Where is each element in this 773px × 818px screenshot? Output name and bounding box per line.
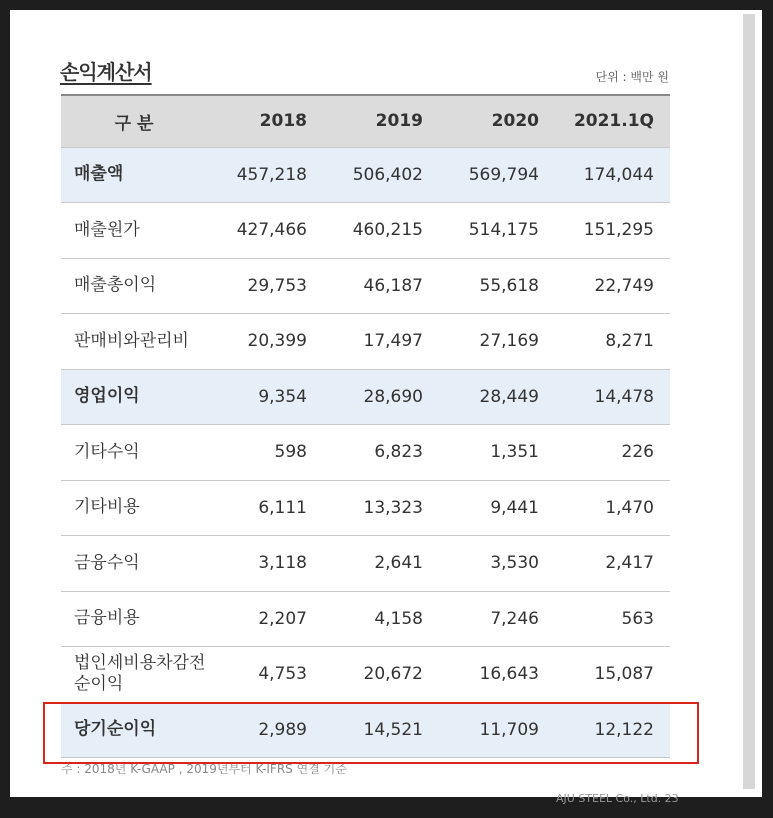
row-value: 17,497 (363, 331, 423, 352)
row-label: 금융비용 (74, 608, 140, 629)
row-value: 563 (621, 608, 654, 629)
row-value: 12,122 (594, 719, 654, 740)
header-2018: 2018 (207, 95, 323, 147)
row-value: 4,158 (374, 608, 423, 629)
row-value: 460,215 (352, 220, 423, 241)
row-value: 6,823 (374, 442, 423, 463)
row-label: 기타수익 (74, 441, 140, 462)
header-2020: 2020 (439, 95, 555, 147)
row-value: 226 (621, 442, 654, 463)
unit-label: 단위 : 백만 원 (595, 70, 669, 84)
row-value: 506,402 (352, 164, 423, 185)
row-value: 20,399 (247, 331, 307, 352)
row-value: 8,271 (605, 331, 654, 352)
row-label: 기타비용 (74, 497, 140, 518)
row-label: 당기순이익 (74, 719, 157, 740)
table-row (61, 203, 670, 259)
row-value: 11,709 (479, 719, 539, 740)
row-value: 514,175 (468, 220, 539, 241)
row-value: 28,449 (479, 386, 539, 407)
row-value: 13,323 (363, 497, 423, 518)
row-value: 3,530 (490, 553, 539, 574)
row-value: 14,478 (594, 386, 654, 407)
page-edge-bar (743, 14, 755, 789)
row-value: 3,118 (258, 553, 307, 574)
row-label: 영업이익 (74, 386, 140, 407)
row-label: 매출총이익 (74, 275, 157, 296)
row-value: 16,643 (479, 664, 539, 685)
page-title: 손익계산서 (60, 60, 152, 84)
row-label: 금융수익 (74, 552, 140, 573)
page-footer-brand: AJU STEEL Co., Ltd. 23 (556, 792, 679, 805)
row-value: 151,295 (583, 220, 654, 241)
row-value: 2,417 (605, 553, 654, 574)
row-value: 7,246 (490, 608, 539, 629)
row-value: 1,351 (490, 442, 539, 463)
table-row (61, 647, 670, 703)
row-value: 46,187 (363, 275, 423, 296)
row-value: 598 (274, 442, 307, 463)
header-2021-1q: 2021.1Q (555, 95, 670, 147)
row-value: 22,749 (594, 275, 654, 296)
highlight-box-net-income (43, 702, 699, 764)
table-row (61, 425, 670, 481)
row-label: 매출액 (74, 164, 124, 185)
table-row (61, 258, 670, 314)
table-row (61, 591, 670, 647)
header-2019: 2019 (323, 95, 439, 147)
row-value: 27,169 (479, 331, 539, 352)
row-value: 2,989 (258, 719, 307, 740)
table-row (61, 314, 670, 370)
table-row (61, 147, 670, 203)
row-value: 174,044 (583, 164, 654, 185)
row-value: 427,466 (236, 220, 307, 241)
row-value: 20,672 (363, 664, 423, 685)
row-value: 15,087 (594, 664, 654, 685)
header-row (61, 95, 670, 147)
row-label: 법인세비용차감전 순이익 (74, 653, 206, 695)
row-value: 29,753 (247, 275, 307, 296)
row-value: 28,690 (363, 386, 423, 407)
row-value: 4,753 (258, 664, 307, 685)
footnote: 주 : 2018년 K-GAAP , 2019년부터 K-IFRS 연결 기준 (61, 762, 347, 776)
row-value: 1,470 (605, 497, 654, 518)
income-statement-table (61, 94, 670, 758)
row-value: 14,521 (363, 719, 423, 740)
row-value: 2,207 (258, 608, 307, 629)
row-value: 457,218 (236, 164, 307, 185)
header-category: 구 분 (61, 95, 207, 147)
row-value: 55,618 (479, 275, 539, 296)
row-value: 9,354 (258, 386, 307, 407)
row-value: 2,641 (374, 553, 423, 574)
table-row (61, 536, 670, 592)
row-label: 판매비와관리비 (74, 330, 189, 351)
row-value: 6,111 (258, 497, 307, 518)
table-row (61, 369, 670, 425)
row-value: 9,441 (490, 497, 539, 518)
row-value: 569,794 (468, 164, 539, 185)
table-row (61, 480, 670, 536)
row-label: 매출원가 (74, 219, 140, 240)
